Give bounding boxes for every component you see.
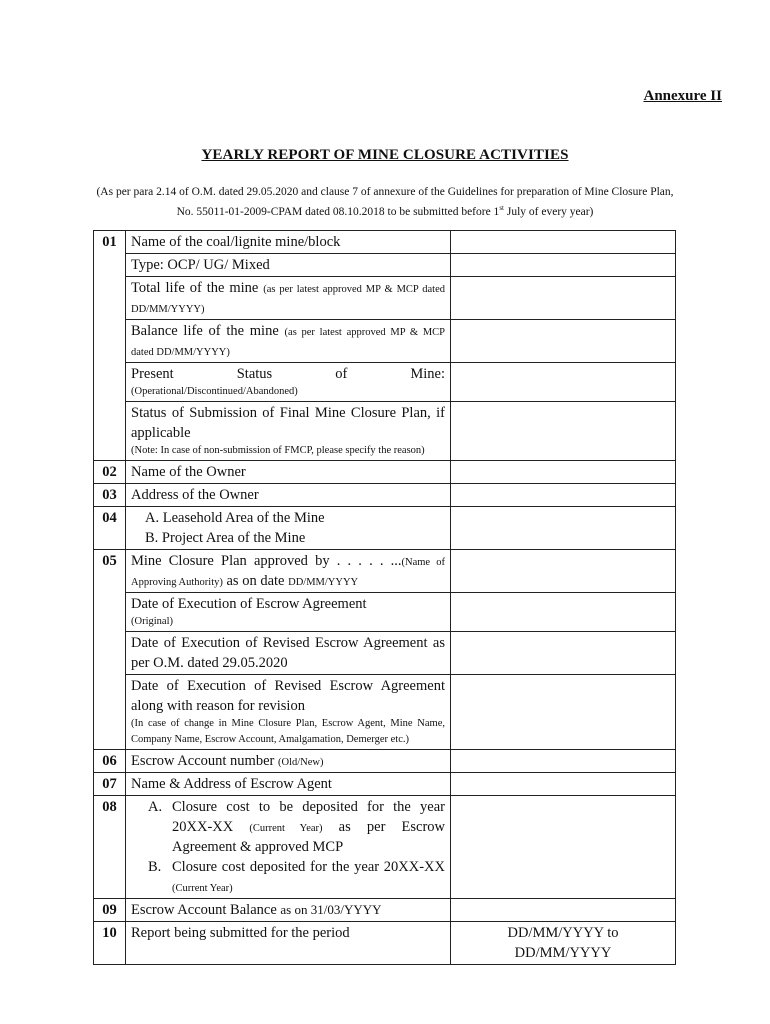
field-mcp-approval: Mine Closure Plan approved by . . . . . ...(Name of Approving Authority) as on date DD/MM/YYYY — [126, 550, 451, 593]
table-row — [94, 899, 676, 922]
table-row — [94, 750, 676, 773]
value-cell[interactable] — [451, 402, 676, 461]
value-cell[interactable] — [451, 507, 676, 550]
report-period-value[interactable]: DD/MM/YYYY to DD/MM/YYYY — [451, 922, 676, 965]
row-number: 10 — [94, 922, 126, 965]
table-row — [94, 796, 676, 899]
value-cell[interactable] — [451, 254, 676, 277]
value-cell[interactable] — [451, 593, 676, 632]
field-escrow-revised-date: Date of Execution of Revised Escrow Agreement as per O.M. dated 29.05.2020 — [126, 632, 451, 675]
row-number: 09 — [94, 899, 126, 922]
table-row — [94, 922, 676, 965]
field-escrow-balance: Escrow Account Balance as on 31/03/YYYY — [126, 899, 451, 922]
field-report-period: Report being submitted for the period — [126, 922, 451, 965]
table-row — [94, 461, 676, 484]
field-escrow-original-date: Date of Execution of Escrow Agreement (Original) — [126, 593, 451, 632]
annexure-label: Annexure II — [643, 88, 722, 104]
table-row — [94, 231, 676, 254]
field-owner-name: Name of the Owner — [126, 461, 451, 484]
value-cell[interactable] — [451, 231, 676, 254]
table-row — [94, 507, 676, 550]
value-cell[interactable] — [451, 632, 676, 675]
field-total-life: Total life of the mine (as per latest approved MP & MCP dated DD/MM/YYYY) — [126, 277, 451, 320]
value-cell[interactable] — [451, 796, 676, 899]
field-owner-address: Address of the Owner — [126, 484, 451, 507]
row-number: 03 — [94, 484, 126, 507]
row-number: 02 — [94, 461, 126, 484]
row-number: 01 — [94, 231, 126, 461]
table-row — [94, 593, 676, 632]
value-cell[interactable] — [451, 750, 676, 773]
row-number: 08 — [94, 796, 126, 899]
field-escrow-revision-reason: Date of Execution of Revised Escrow Agreement along with reason for revision (In case of change in Mine Closure Plan, Escrow Agent, Mine Name, Company Name, Escrow Account, Amalgamation, Demerger etc.) — [126, 675, 451, 750]
value-cell[interactable] — [451, 363, 676, 402]
value-cell[interactable] — [451, 484, 676, 507]
field-fmcp-status: Status of Submission of Final Mine Closure Plan, if applicable (Note: In case of non-submission of FMCP, please specify the reason) — [126, 402, 451, 461]
document-subtitle: (As per para 2.14 of O.M. dated 29.05.2020 and clause 7 of annexure of the Guidelines for preparation of Mine Closure Plan, No. 55011-01-2009-CPAM dated 08.10.2018 to be submitted before 1st July of every year) — [96, 186, 674, 218]
field-closure-cost: A. Closure cost to be deposited for the year 20XX-XX (Current Year) as per Escrow Agreement & approved MCP B. Closure cost deposited for the year 20XX-XX (Current Year) — [126, 796, 451, 899]
field-mine-name: Name of the coal/lignite mine/block — [126, 231, 451, 254]
value-cell[interactable] — [451, 773, 676, 796]
field-areas: A. Leasehold Area of the Mine B. Project Area of the Mine — [126, 507, 451, 550]
row-number: 05 — [94, 550, 126, 750]
value-cell[interactable] — [451, 277, 676, 320]
document-title: YEARLY REPORT OF MINE CLOSURE ACTIVITIES — [201, 147, 569, 163]
table-row — [94, 254, 676, 277]
field-mine-type: Type: OCP/ UG/ Mixed — [126, 254, 451, 277]
value-cell[interactable] — [451, 320, 676, 363]
table-row — [94, 320, 676, 363]
value-cell[interactable] — [451, 899, 676, 922]
table-row — [94, 402, 676, 461]
table-row — [94, 550, 676, 593]
value-cell[interactable] — [451, 675, 676, 750]
table-row — [94, 773, 676, 796]
field-balance-life: Balance life of the mine (as per latest approved MP & MCP dated DD/MM/YYYY) — [126, 320, 451, 363]
table-row — [94, 277, 676, 320]
table-row — [94, 363, 676, 402]
mine-closure-report-table — [93, 230, 676, 965]
value-cell[interactable] — [451, 550, 676, 593]
field-escrow-account-number: Escrow Account number (Old/New) — [126, 750, 451, 773]
table-row — [94, 484, 676, 507]
row-number: 07 — [94, 773, 126, 796]
field-present-status: Present Status of Mine: (Operational/Discontinued/Abandoned) — [126, 363, 451, 402]
row-number: 06 — [94, 750, 126, 773]
row-number: 04 — [94, 507, 126, 550]
value-cell[interactable] — [451, 461, 676, 484]
field-escrow-agent: Name & Address of Escrow Agent — [126, 773, 451, 796]
table-row — [94, 675, 676, 750]
table-row — [94, 632, 676, 675]
